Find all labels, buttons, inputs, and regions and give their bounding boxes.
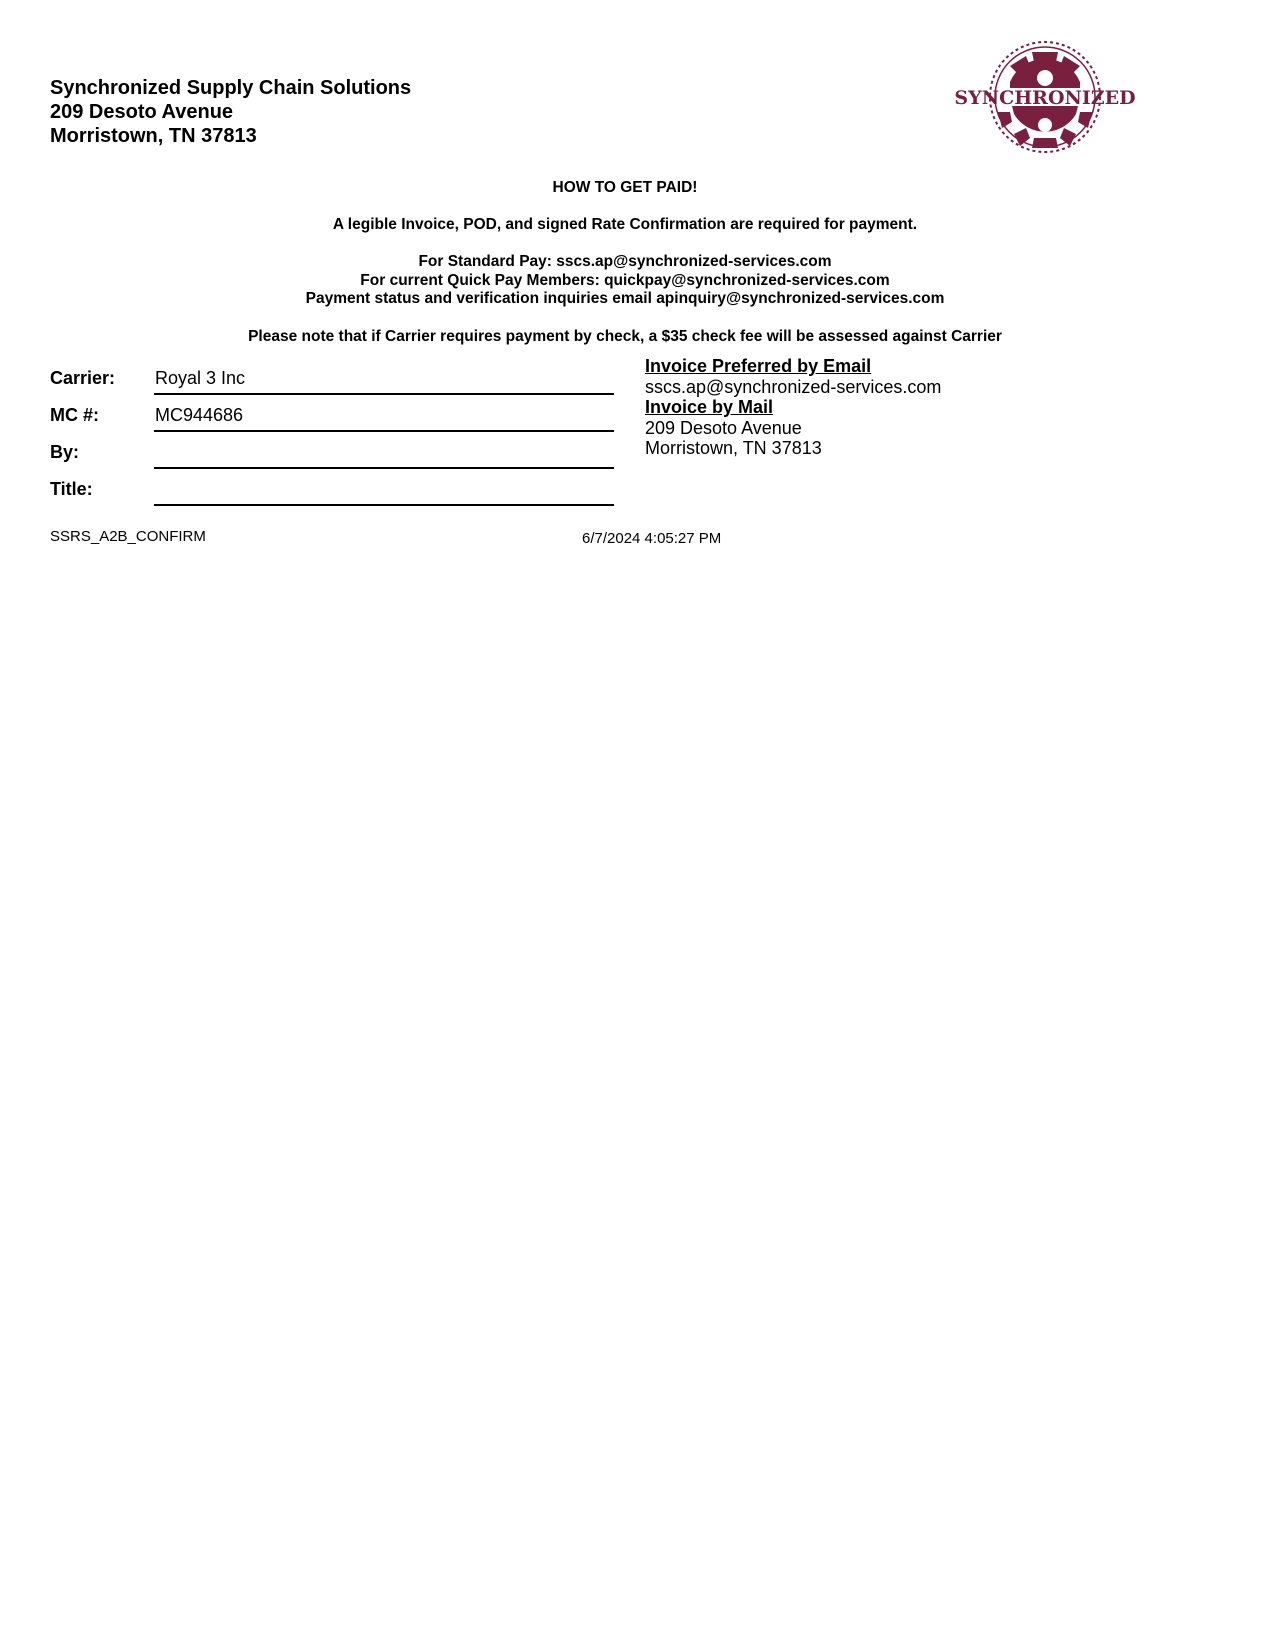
quick-pay-line: For current Quick Pay Members: quickpay@synchronized-services.com	[360, 271, 890, 289]
carrier-field: Royal 3 Inc	[155, 368, 246, 388]
check-fee-note: Please note that if Carrier requires payment by check, a $35 check fee will be assessed against Carrier	[248, 328, 1002, 345]
carrier-label: Carrier:	[50, 368, 116, 388]
company-street: 209 Desoto Avenue	[50, 101, 234, 123]
required-documents-note: A legible Invoice, POD, and signed Rate Confirmation are required for payment.	[332, 216, 918, 233]
mc-number-field: MC944686	[155, 405, 244, 425]
by-row	[50, 432, 620, 470]
company-logo	[954, 38, 1136, 156]
inquiries-line: Payment status and verification inquiries email apinquiry@synchronized-services.com	[305, 290, 945, 307]
title-signature-line	[154, 504, 614, 506]
invoice-mail-heading: Invoice by Mail	[645, 397, 774, 417]
gear-icon	[954, 38, 1136, 156]
instructions-heading: HOW TO GET PAID!	[552, 179, 698, 196]
invoice-email-heading: Invoice Preferred by Email	[645, 356, 872, 376]
by-label: By:	[50, 442, 80, 462]
company-address-block	[50, 76, 411, 148]
invoice-email-address: sscs.ap@synchronized-services.com	[645, 376, 942, 397]
mc-number-label: MC #:	[50, 405, 99, 425]
company-city-state-zip: Morristown, TN 37813	[50, 125, 257, 147]
report-timestamp: 6/7/2024 4:05:27 PM	[582, 530, 722, 547]
company-name: Synchronized Supply Chain Solutions	[50, 77, 412, 99]
mc-number-row	[50, 395, 620, 433]
payment-contacts	[0, 253, 1250, 309]
invoice-mail-street: 209 Desoto Avenue	[645, 417, 802, 438]
title-row	[50, 469, 620, 507]
invoice-instructions	[645, 356, 941, 459]
report-id: SSRS_A2B_CONFIRM	[50, 528, 206, 545]
title-label: Title:	[50, 479, 93, 499]
carrier-row	[50, 358, 620, 396]
invoice-mail-city: Morristown, TN 37813	[645, 438, 822, 458]
standard-pay-line: For Standard Pay: sscs.ap@synchronized-services.com	[418, 253, 832, 270]
logo-wordmark: SYNCHRONIZED	[954, 87, 1136, 109]
